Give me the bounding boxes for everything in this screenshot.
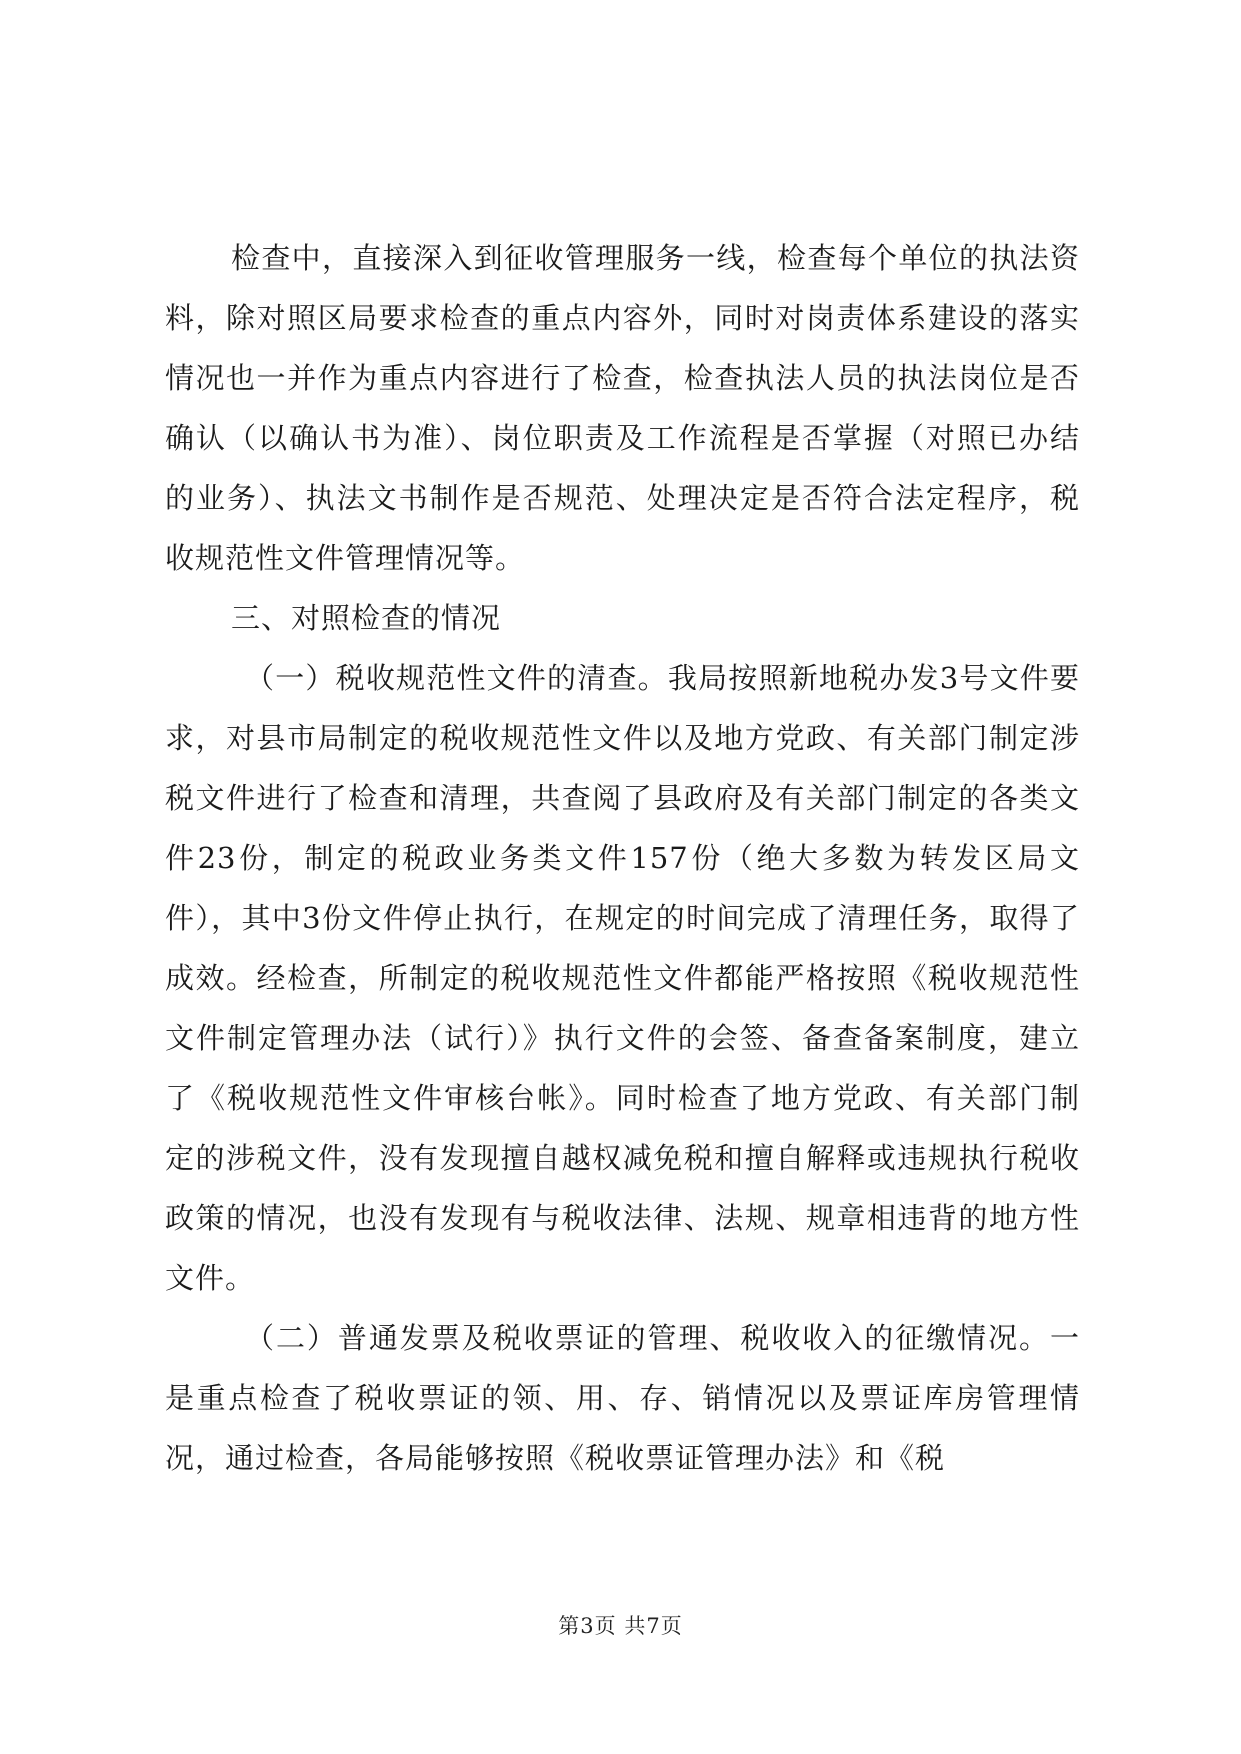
page-number-footer: 第3页 共7页 <box>558 1614 683 1638</box>
section-heading-inspection-results: 三、对照检查的情况 <box>231 601 502 635</box>
document-body <box>165 228 1080 1488</box>
paragraph-inspection-scope: 检查中，直接深入到征收管理服务一线，检查每个单位的执法资料，除对照区局要求检查的重点内容外，同时对岗责体系建设的落实情况也一并作为重点内容进行了检查，检查执法人员的执法岗位是否确认（以确认书为准）、岗位职责及工作流程是否掌握（对照已办结的业务）、执法文书制作是否规范、处理决定是否符合法定程序，税收规范性文件管理情况等。 <box>165 241 1080 575</box>
paragraph-invoice-management: （二）普通发票及税收票证的管理、税收收入的征缴情况。一是重点检查了税收票证的领、用、存、销情况以及票证库房管理情况，通过检查，各局能够按照《税收票证管理办法》和《税 <box>165 1321 1080 1475</box>
paragraph-normative-documents: （一）税收规范性文件的清查。我局按照新地税办发3号文件要求，对县市局制定的税收规范性文件以及地方党政、有关部门制定涉税文件进行了检查和清理，共查阅了县政府及有关部门制定的各类文件23份，制定的税政业务类文件157份（绝大多数为转发区局文件），其中3份文件停止执行，在规定的时间完成了清理任务，取得了成效。经检查，所制定的税收规范性文件都能严格按照《税收规范性文件制定管理办法（试行）》执行文件的会签、备查备案制度，建立了《税收规范性文件审核台帐》。同时检查了地方党政、有关部门制定的涉税文件，没有发现擅自越权减免税和擅自解释或违规执行税收政策的情况，也没有发现有与税收法律、法规、规章相违背的地方性文件。 <box>165 661 1080 1295</box>
